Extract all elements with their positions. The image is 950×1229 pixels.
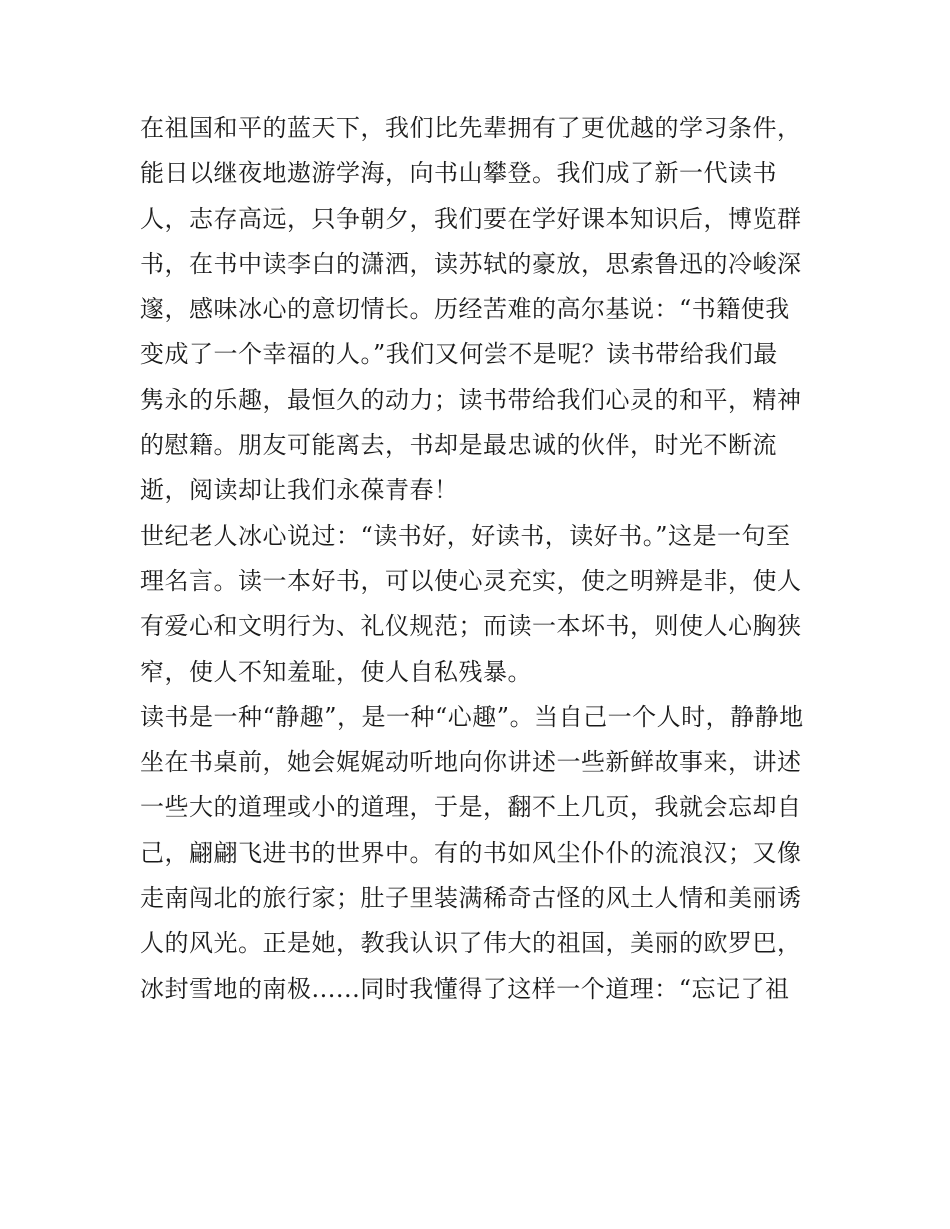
text-line: 理名言。读一本好书，可以使心灵充实，使之明辨是非，使人 (140, 566, 802, 595)
text-line: 人，志存高远，只争朝夕，我们要在学好课本知识后，博览群 (140, 204, 802, 233)
text-line: 坐在书桌前，她会娓娓动听地向你讲述一些新鲜故事来，讲述 (140, 748, 802, 777)
text-line: 逝，阅读却让我们永葆青春！ (140, 476, 459, 505)
text-line: 的慰籍。朋友可能离去，书却是最忠诚的伙伴，时光不断流 (140, 431, 777, 460)
text-line: 书，在书中读李白的潇洒，读苏轼的豪放，思索鲁迅的冷峻深 (140, 249, 802, 278)
text-line: 能日以继夜地遨游学海，向书山攀登。我们成了新一代读书 (140, 159, 777, 188)
text-line: 读书是一种“静趣”，是一种“心趣”。当自己一个人时，静静地 (140, 702, 804, 731)
text-line: 邃，感味冰心的意切情长。历经苦难的高尔基说：“书籍使我 (140, 295, 790, 324)
text-line: 人的风光。正是她，教我认识了伟大的祖国，美丽的欧罗巴， (140, 929, 802, 958)
text-line: 变成了一个幸福的人。”我们又何尝不是呢？读书带给我们最 (140, 340, 778, 369)
text-line: 一些大的道理或小的道理，于是，翻不上几页，我就会忘却自 (140, 793, 802, 822)
text-line: 走南闯北的旅行家；肚子里装满稀奇古怪的风土人情和美丽诱 (140, 884, 802, 913)
text-line: 隽永的乐趣，最恒久的动力；读书带给我们心灵的和平，精神 (140, 385, 802, 414)
text-line: 世纪老人冰心说过：“读书好，好读书，读好书。”这是一句至 (140, 521, 791, 550)
document-body (140, 106, 820, 1012)
text-line: 窄，使人不知羞耻，使人自私残暴。 (140, 657, 532, 686)
text-line: 己，翩翩飞进书的世界中。有的书如风尘仆仆的流浪汉；又像 (140, 838, 802, 867)
text-line: 在祖国和平的蓝天下，我们比先辈拥有了更优越的学习条件， (140, 114, 802, 142)
text-line: 冰封雪地的南极......同时我懂得了这样一个道理：“忘记了祖 (140, 974, 790, 1003)
text-line: 有爱心和文明行为、礼仪规范；而读一本坏书，则使人心胸狭 (140, 612, 802, 641)
